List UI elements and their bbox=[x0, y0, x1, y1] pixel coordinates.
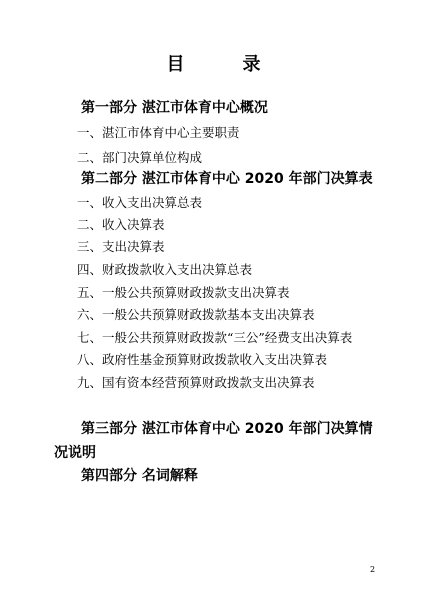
toc-part-4: 第四部分 名词解释 bbox=[81, 468, 198, 484]
toc-part-2: 第二部分 湛江市体育中心 2020 年部门决算表 bbox=[81, 171, 373, 187]
toc-item-part2-2: 二、收入决算表 bbox=[77, 217, 165, 232]
toc-item-part1-1: 一、湛江市体育中心主要职责 bbox=[77, 125, 240, 140]
toc-item-part2-6: 六、一般公共预算财政拨款基本支出决算表 bbox=[77, 307, 315, 322]
toc-part-3: 第三部分 湛江市体育中心 2020 年部门决算情况说明 bbox=[54, 421, 373, 461]
toc-item-part2-7: 七、一般公共预算财政拨款“三公”经费支出决算表 bbox=[77, 330, 353, 345]
toc-item-part2-8: 八、政府性基金预算财政拨款收入支出决算表 bbox=[77, 352, 328, 367]
toc-item-part1-2: 二、部门决算单位构成 bbox=[77, 150, 203, 165]
toc-item-part2-1: 一、收入支出决算总表 bbox=[77, 195, 203, 210]
toc-item-part2-4: 四、财政拨款收入支出决算总表 bbox=[77, 262, 253, 277]
toc-item-part2-9: 九、国有资本经营预算财政拨款支出决算表 bbox=[77, 375, 315, 390]
toc-item-part2-5: 五、一般公共预算财政拨款支出决算表 bbox=[77, 285, 290, 300]
toc-item-part2-3: 三、支出决算表 bbox=[77, 239, 165, 254]
toc-part-1: 第一部分 湛江市体育中心概况 bbox=[81, 100, 268, 116]
page-number: 2 bbox=[370, 565, 376, 574]
toc-title: 目录 bbox=[166, 54, 319, 75]
